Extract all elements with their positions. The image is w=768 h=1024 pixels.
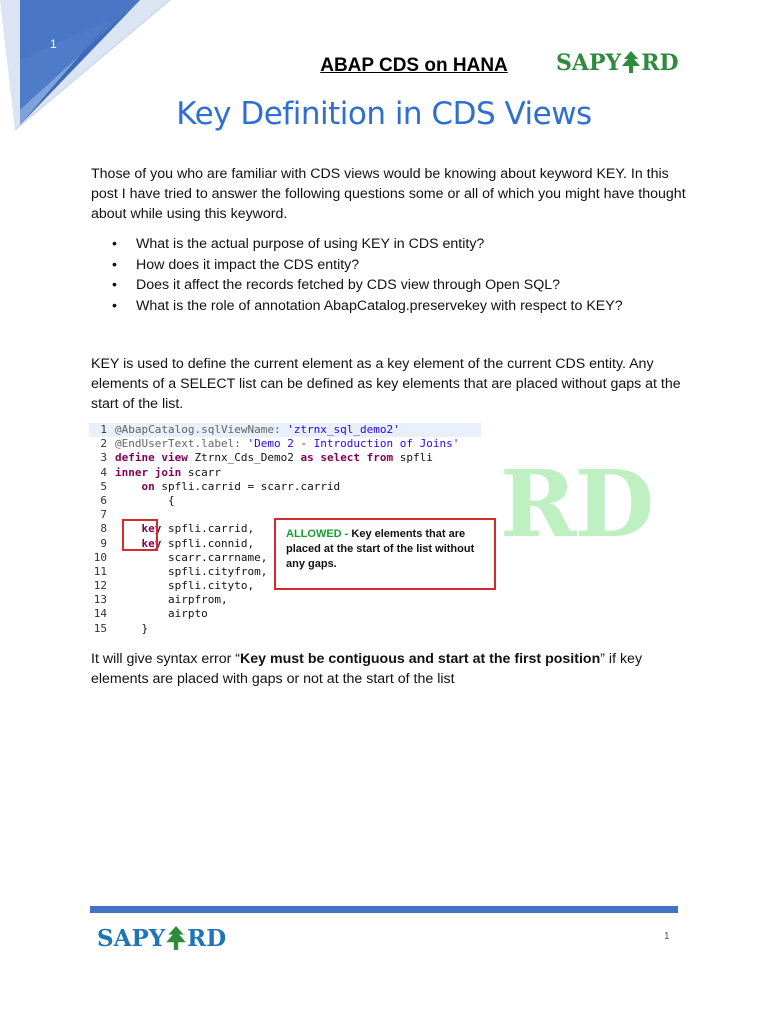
code-line: 7 xyxy=(100,508,107,522)
code-line: 5 on spfli.carrid = scarr.carrid xyxy=(100,479,341,493)
list-item: • Does it affect the records fetched by CDS view through Open SQL? xyxy=(112,275,623,296)
code-line: 6 { xyxy=(100,493,175,507)
code-line: 9 key spfli.connid, xyxy=(100,536,255,550)
page-number-bottom: 1 xyxy=(664,931,670,942)
code-line: 3 define view Ztrnx_Cds_Demo2 as select from spfli xyxy=(100,451,433,465)
list-item: • What is the role of annotation AbapCatalog.preservekey with respect to KEY? xyxy=(112,296,623,317)
page-number-top: 1 xyxy=(50,37,57,51)
footer-bar xyxy=(90,906,678,913)
code-line: 8 key spfli.carrid, xyxy=(100,522,255,536)
logo-watermark: RD xyxy=(500,450,653,558)
logo-text-right: RD xyxy=(641,50,679,76)
code-line: 4 inner join scarr xyxy=(100,465,221,479)
code-line: 14 airpto xyxy=(93,607,208,621)
intro-paragraph: Those of you who are familiar with CDS views would be knowing about keyword KEY. In this post I have tried to answer the following questions some or all of which you might have thought about while using this keyword. xyxy=(91,166,686,222)
code-line: 2 @EndUserText.label: 'Demo 2 - Introduction of Joins' xyxy=(100,437,460,451)
sapyard-logo-top xyxy=(556,50,679,76)
list-item: • How does it impact the CDS entity? xyxy=(112,255,623,276)
page-title: Key Definition in CDS Views xyxy=(176,96,592,132)
callout-label: ALLOWED - xyxy=(286,528,352,540)
code-line: 13 airpfrom, xyxy=(93,593,228,607)
tree-icon xyxy=(165,926,187,952)
callout-text: Key elements that are placed at the start of the list without any gaps. xyxy=(286,528,475,570)
code-line: 10 scarr.carrname, xyxy=(93,550,268,564)
tree-icon xyxy=(621,51,641,75)
code-line: 12 spfli.cityto, xyxy=(93,579,255,593)
sapyard-logo-bottom xyxy=(97,925,226,952)
list-item: • What is the actual purpose of using KEY in CDS entity? xyxy=(112,234,623,255)
error-paragraph: It will give syntax error “Key must be contiguous and start at the first position” if key elements are placed with gaps or not at the start of the list xyxy=(91,651,643,687)
code-line: 11 spfli.cityfrom, xyxy=(93,564,268,578)
logo-text-left: SAPY xyxy=(556,50,622,76)
allowed-callout xyxy=(274,518,496,590)
definition-paragraph: KEY is used to define the current element as a key element of the current CDS entity. Any elements of a SELECT list can be defined as key elements that are placed without gaps at the start of the list. xyxy=(91,356,681,412)
key-highlight-box xyxy=(122,519,158,551)
logo-text-left: SAPY xyxy=(97,925,166,952)
logo-text-right: RD xyxy=(187,925,227,952)
code-line: 15 } xyxy=(93,621,149,635)
code-line: 1 @AbapCatalog.sqlViewName: 'ztrnx_sql_demo2' xyxy=(89,423,481,437)
header-title: ABAP CDS on HANA xyxy=(320,55,508,76)
question-list xyxy=(112,234,623,316)
error-message: Key must be contiguous and start at the first position xyxy=(240,651,601,667)
